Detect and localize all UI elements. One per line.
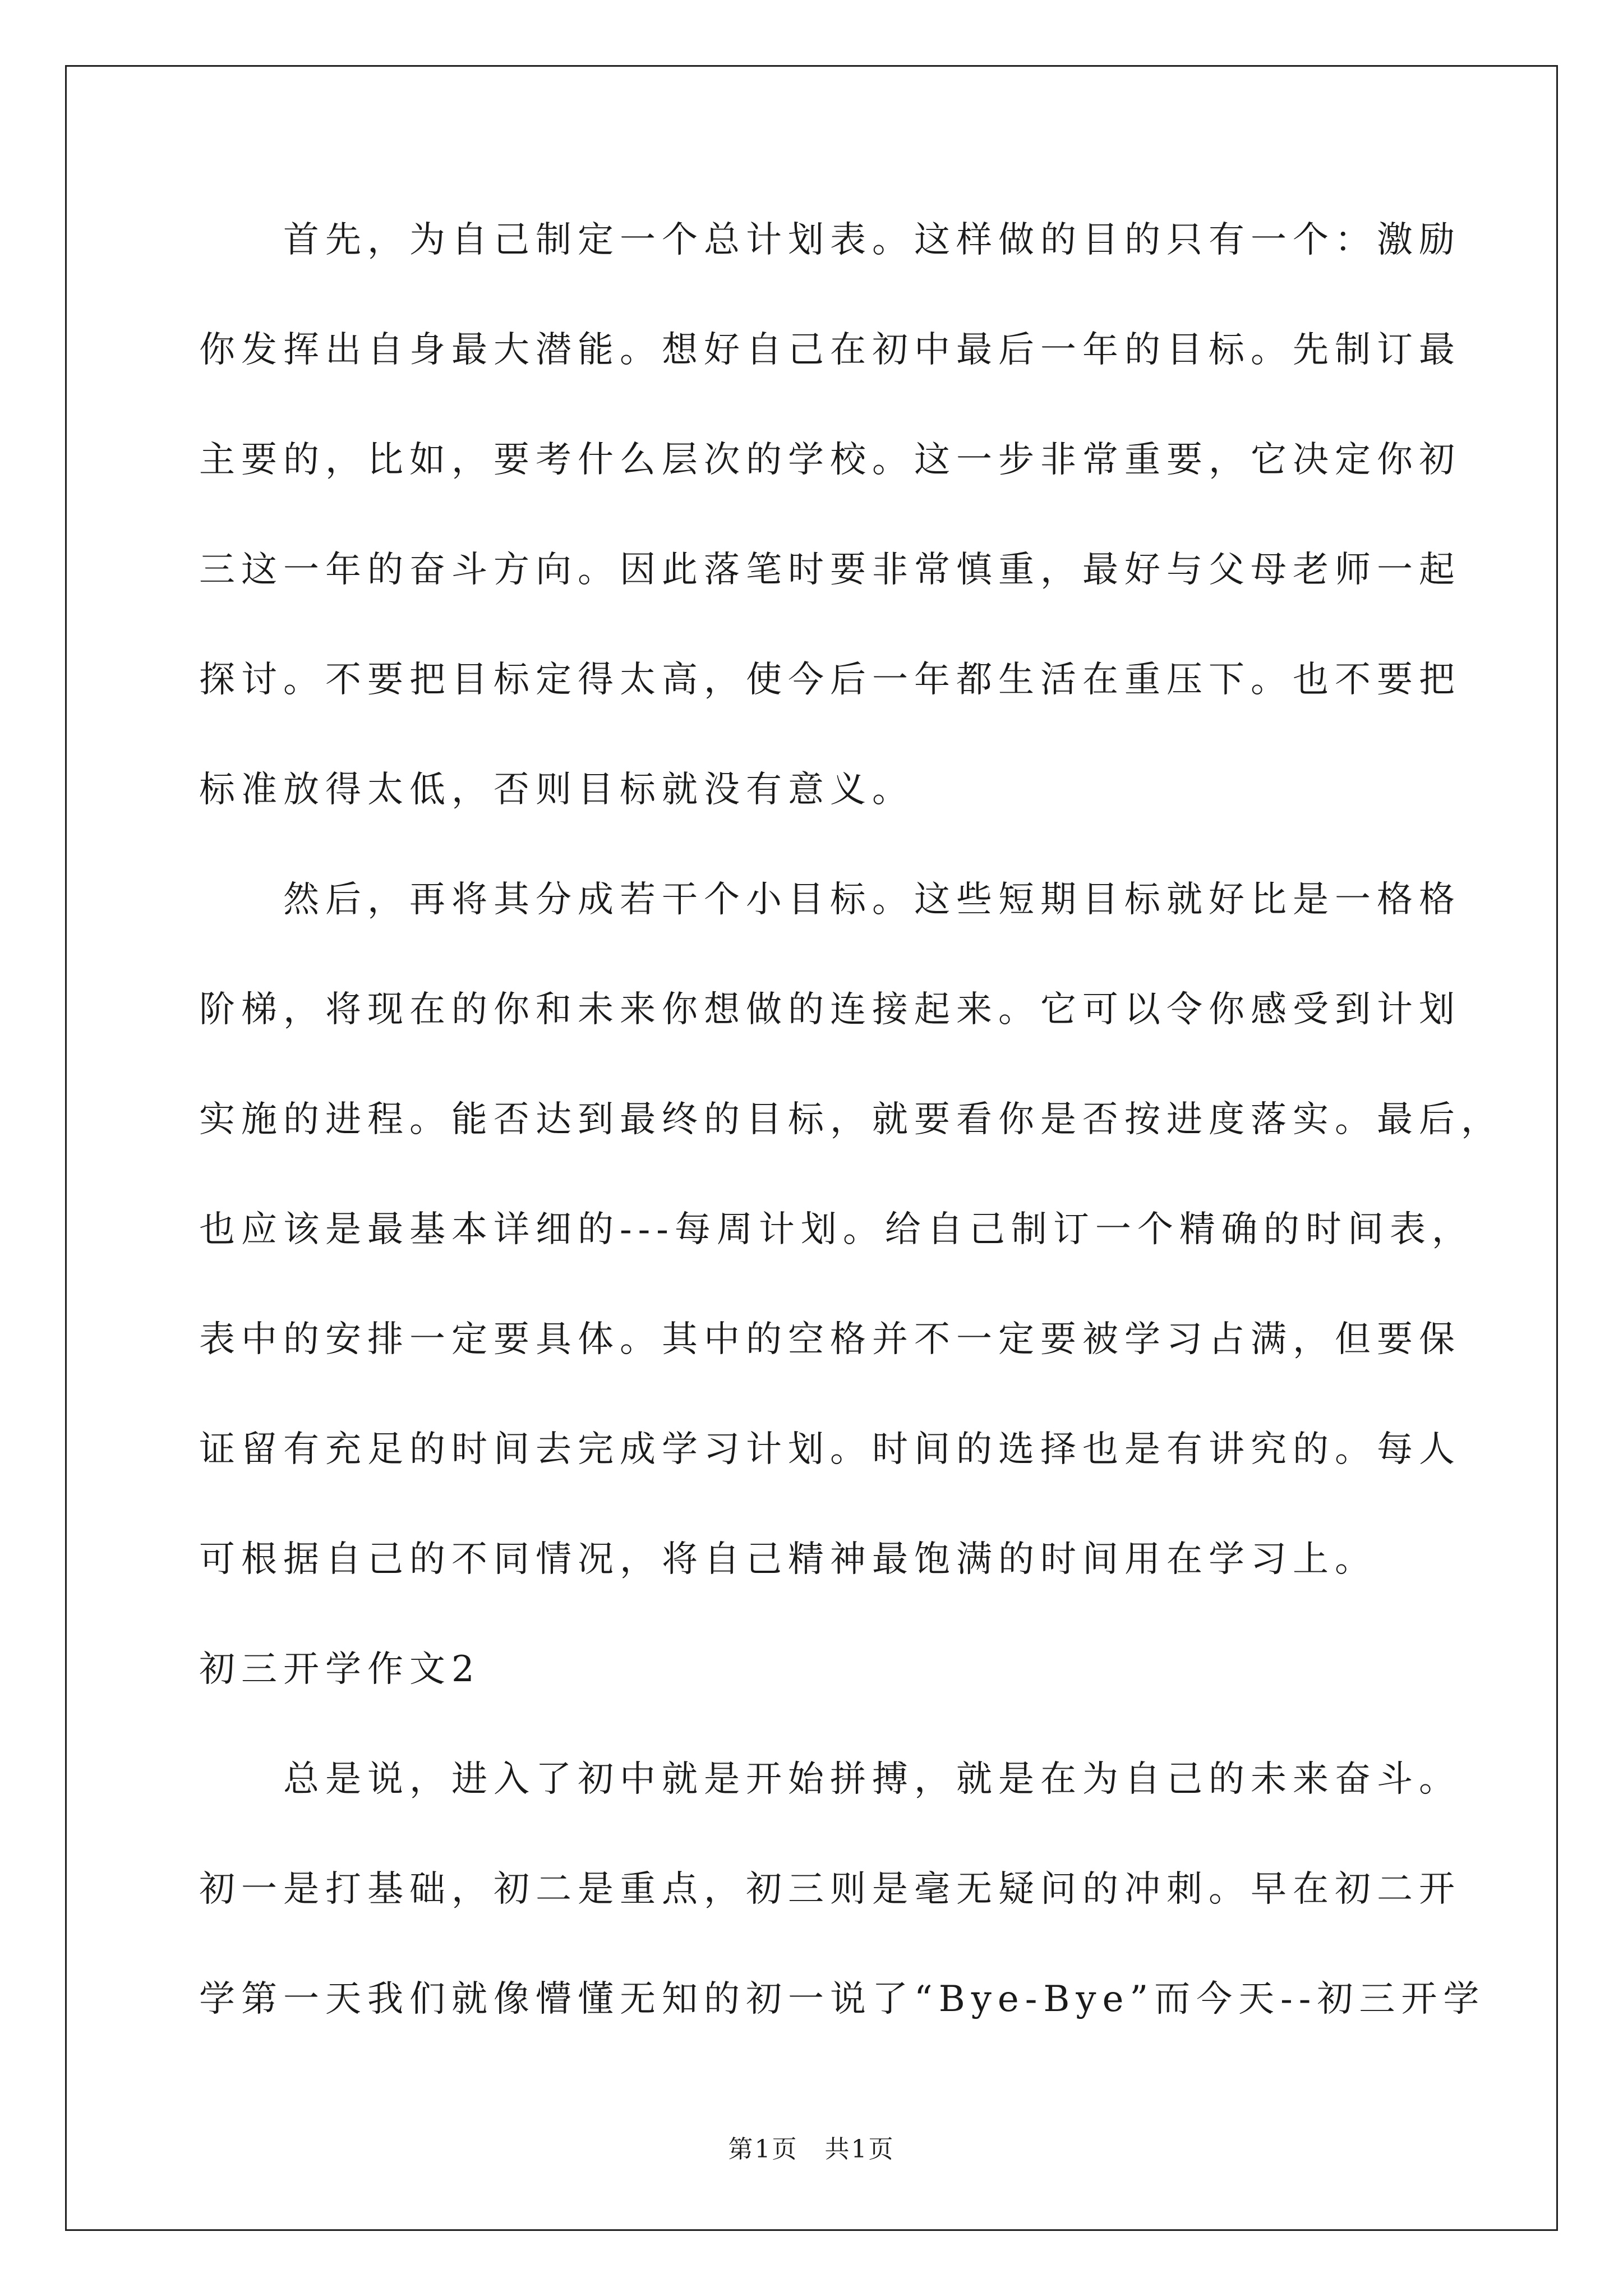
text-line: 总是说，进入了初中就是开始拼搏，就是在为自己的未来奋斗。 <box>283 1759 1461 1800</box>
text-line: 阶梯，将现在的你和未来你想做的连接起来。它可以令你感受到计划 <box>199 989 1461 1030</box>
section-heading: 初三开学作文2 <box>199 1649 481 1690</box>
page-number-footer: 第1页 共1页 <box>728 2135 895 2164</box>
text-line: 初一是打基础，初二是重点，初三则是毫无疑问的冲刺。早在初二开 <box>199 1869 1461 1910</box>
text-line: 可根据自己的不同情况，将自己精神最饱满的时间用在学习上。 <box>199 1539 1377 1580</box>
text-line: 主要的，比如，要考什么层次的学校。这一步非常重要，它决定你初 <box>199 439 1461 481</box>
text-line: 标准放得太低，否则目标就没有意义。 <box>199 769 914 811</box>
text-line: 学第一天我们就像懵懂无知的初一说了“Bye-Bye”而今天--初三开学 <box>199 1978 1486 2020</box>
paragraph-1 <box>199 213 1461 873</box>
text-line: 首先，为自己制定一个总计划表。这样做的目的只有一个：激励 <box>283 219 1461 261</box>
text-line: 表中的安排一定要具体。其中的空格并不一定要被学习占满，但要保 <box>199 1319 1461 1360</box>
text-line: 探讨。不要把目标定得太高，使今后一年都生活在重压下。也不要把 <box>199 659 1461 701</box>
text-line: 然后，再将其分成若干个小目标。这些短期目标就好比是一格格 <box>283 879 1461 921</box>
text-line: 你发挥出自身最大潜能。想好自己在初中最后一年的目标。先制订最 <box>199 329 1461 371</box>
text-line: 证留有充足的时间去完成学习计划。时间的选择也是有讲究的。每人 <box>199 1429 1461 1470</box>
text-line: 也应该是最基本详细的---每周计划。给自己制订一个精确的时间表， <box>199 1209 1474 1250</box>
paragraph-2 <box>199 873 1503 1642</box>
text-line: 实施的进程。能否达到最终的目标，就要看你是否按进度落实。最后， <box>199 1099 1503 1140</box>
document-body <box>199 213 1503 2082</box>
text-line: 三这一年的奋斗方向。因此落笔时要非常慎重，最好与父母老师一起 <box>199 549 1461 591</box>
paragraph-3 <box>199 1752 1486 2082</box>
